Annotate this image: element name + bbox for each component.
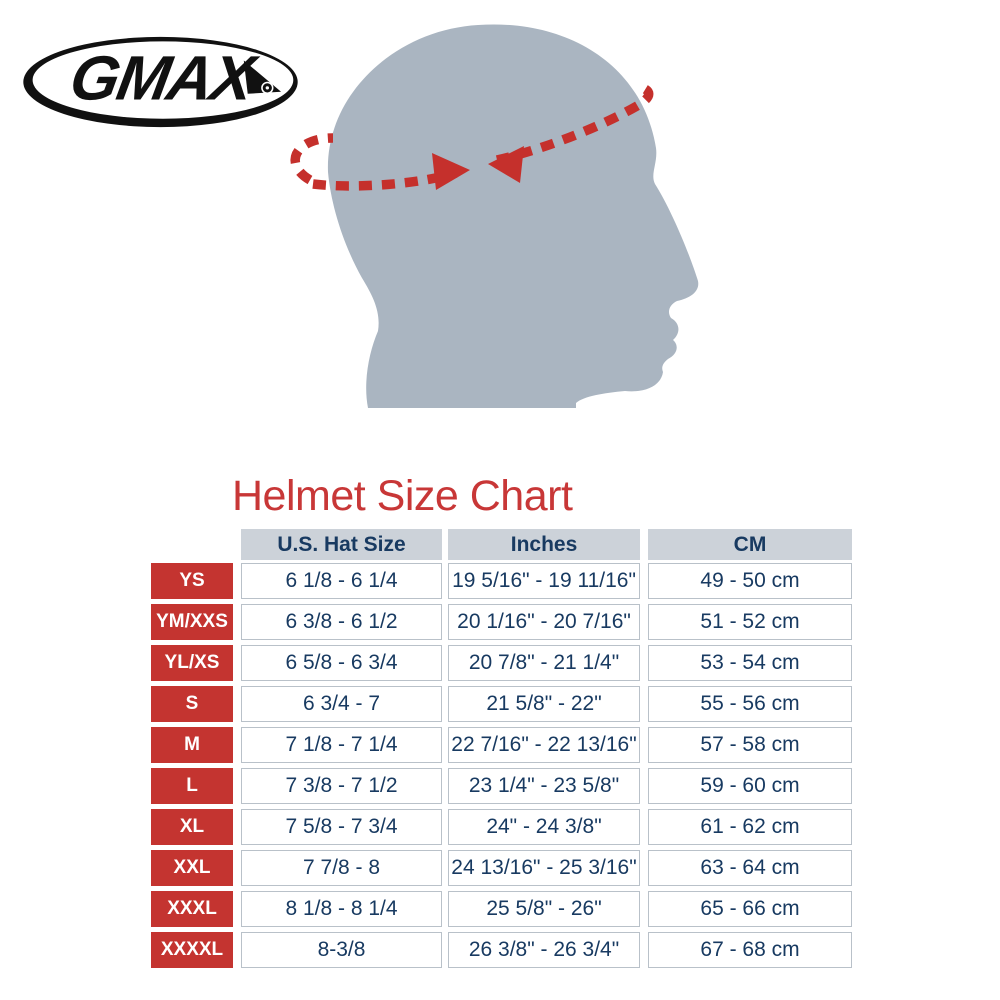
- inches-cell: 19 5/16" - 19 11/16": [448, 563, 640, 599]
- inches-cell: 24" - 24 3/8": [448, 809, 640, 845]
- hat-size-cell: 6 3/4 - 7: [241, 686, 442, 722]
- size-label: XXXL: [151, 891, 233, 927]
- hat-size-cell: 6 5/8 - 6 3/4: [241, 645, 442, 681]
- hat-size-cell: 7 7/8 - 8: [241, 850, 442, 886]
- table-row: [151, 768, 852, 804]
- cm-cell: 65 - 66 cm: [648, 891, 852, 927]
- gmax-logo-icon: [18, 33, 303, 131]
- table-row: [151, 563, 852, 599]
- page-title: Helmet Size Chart: [232, 472, 573, 520]
- cm-cell: 55 - 56 cm: [648, 686, 852, 722]
- inches-cell: 21 5/8" - 22": [448, 686, 640, 722]
- table-header-row: [151, 529, 852, 560]
- inches-cell: 22 7/16" - 22 13/16": [448, 727, 640, 763]
- cm-cell: 67 - 68 cm: [648, 932, 852, 968]
- inches-cell: 20 7/8" - 21 1/4": [448, 645, 640, 681]
- hat-size-cell: 7 3/8 - 7 1/2: [241, 768, 442, 804]
- hat-size-cell: 7 5/8 - 7 3/4: [241, 809, 442, 845]
- size-label: YM/XXS: [151, 604, 233, 640]
- head-profile-silhouette-icon: [328, 24, 698, 408]
- inches-cell: 24 13/16" - 25 3/16": [448, 850, 640, 886]
- cm-cell: 63 - 64 cm: [648, 850, 852, 886]
- table-row: [151, 727, 852, 763]
- hat-size-cell: 6 1/8 - 6 1/4: [241, 563, 442, 599]
- table-row: [151, 686, 852, 722]
- table-row: [151, 809, 852, 845]
- hat-size-cell: 8-3/8: [241, 932, 442, 968]
- column-header-hat-size: U.S. Hat Size: [241, 529, 442, 560]
- inches-cell: 23 1/4" - 23 5/8": [448, 768, 640, 804]
- table-row: [151, 932, 852, 968]
- table-row: [151, 891, 852, 927]
- cm-cell: 51 - 52 cm: [648, 604, 852, 640]
- size-label: L: [151, 768, 233, 804]
- logo-brand-text: GMAX: [64, 44, 258, 114]
- header-spacer: [151, 529, 241, 560]
- size-label: M: [151, 727, 233, 763]
- size-label: XXL: [151, 850, 233, 886]
- inches-cell: 26 3/8" - 26 3/4": [448, 932, 640, 968]
- column-header-cm: CM: [648, 529, 852, 560]
- hat-size-cell: 6 3/8 - 6 1/2: [241, 604, 442, 640]
- size-label: YS: [151, 563, 233, 599]
- size-label: YL/XS: [151, 645, 233, 681]
- hat-size-cell: 8 1/8 - 8 1/4: [241, 891, 442, 927]
- table-row: [151, 850, 852, 886]
- inches-cell: 20 1/16" - 20 7/16": [448, 604, 640, 640]
- hat-size-cell: 7 1/8 - 7 1/4: [241, 727, 442, 763]
- size-label: XXXXL: [151, 932, 233, 968]
- column-header-inches: Inches: [448, 529, 640, 560]
- cm-cell: 61 - 62 cm: [648, 809, 852, 845]
- head-measurement-illustration: [280, 18, 710, 410]
- inches-cell: 25 5/8" - 26": [448, 891, 640, 927]
- size-label: XL: [151, 809, 233, 845]
- cm-cell: 57 - 58 cm: [648, 727, 852, 763]
- gmax-logo: [18, 33, 303, 131]
- table-row: [151, 604, 852, 640]
- size-label: S: [151, 686, 233, 722]
- head-measurement-figure: [280, 18, 710, 410]
- cm-cell: 59 - 60 cm: [648, 768, 852, 804]
- cm-cell: 49 - 50 cm: [648, 563, 852, 599]
- helmet-size-table: [151, 529, 852, 973]
- cm-cell: 53 - 54 cm: [648, 645, 852, 681]
- table-row: [151, 645, 852, 681]
